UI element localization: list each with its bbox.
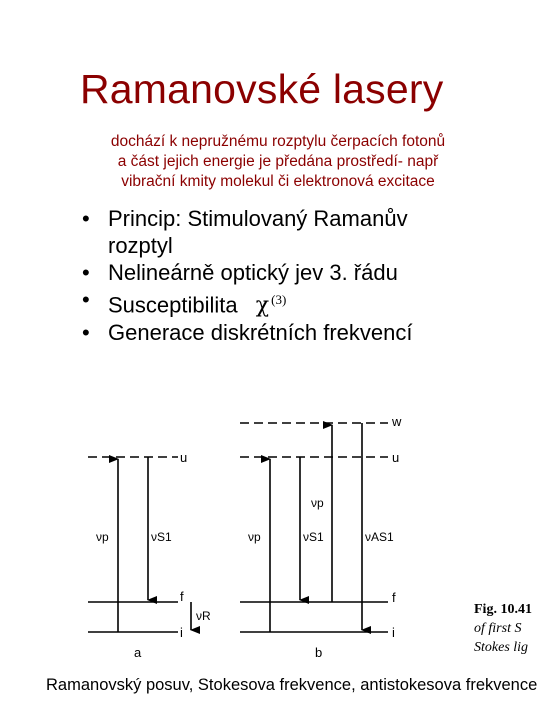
diagram-label-a: a	[134, 645, 142, 660]
arrow-label-raman-a: νR	[196, 609, 211, 623]
level-label-i-a: i	[180, 625, 183, 640]
figure-caption-line: Stokes lig	[474, 640, 529, 655]
bullet-list	[80, 205, 412, 346]
figure-number: Fig. 10.41	[474, 602, 532, 617]
bullet-item-frequencies	[80, 319, 412, 346]
arrow-label-stokes-a: νS1	[151, 530, 172, 544]
level-label-i-b: i	[392, 625, 395, 640]
arrow-label-pump-b: νp	[248, 530, 261, 544]
arrow-label-pump-upper-b: νp	[311, 496, 324, 510]
level-label-u-b: u	[392, 450, 400, 465]
subtitle-line: vibrační kmity molekul či elektronová excitace	[121, 173, 435, 190]
level-label-w-b: w	[392, 414, 402, 429]
figure-caption	[474, 600, 540, 657]
chi-symbol: χ	[255, 293, 270, 319]
subtitle-line: dochází k nepružnému rozptylu čerpacích fotonů	[110, 133, 446, 150]
bullet-item-principle	[80, 205, 412, 259]
diagram-label-b: b	[315, 645, 323, 660]
level-label-f-b: f	[392, 590, 396, 605]
bullet-item-susceptibility	[80, 286, 412, 319]
bullet-text: Nelineárně optický jev 3. řádu	[108, 260, 398, 285]
subtitle	[60, 132, 496, 192]
arrow-label-stokes-b: νS1	[303, 530, 324, 544]
figure-caption-line: of first S	[474, 621, 522, 636]
level-label-u-a: u	[180, 450, 188, 465]
arrow-label-antistokes-b: νAS1	[365, 530, 394, 544]
bullet-item-nonlinear	[80, 259, 412, 286]
bullet-text: Generace diskrétních frekvencí	[108, 320, 413, 346]
energy-level-diagram	[0, 395, 540, 675]
level-label-f-a: f	[180, 589, 184, 604]
bullet-text: rozptyl	[108, 233, 173, 258]
chi-superscript: (3)	[271, 292, 287, 307]
slide-title: Ramanovské lasery	[80, 66, 444, 112]
arrow-label-pump-a: νp	[96, 530, 109, 544]
bullet-text: Princip: Stimulovaný Ramanův	[108, 206, 408, 231]
bottom-caption: Ramanovský posuv, Stokesova frekvence, antistokesova frekvence	[46, 676, 538, 694]
subtitle-line: a část jejich energie je předána prostředí- např	[117, 153, 439, 170]
bullet-text: Susceptibilita	[108, 292, 238, 318]
